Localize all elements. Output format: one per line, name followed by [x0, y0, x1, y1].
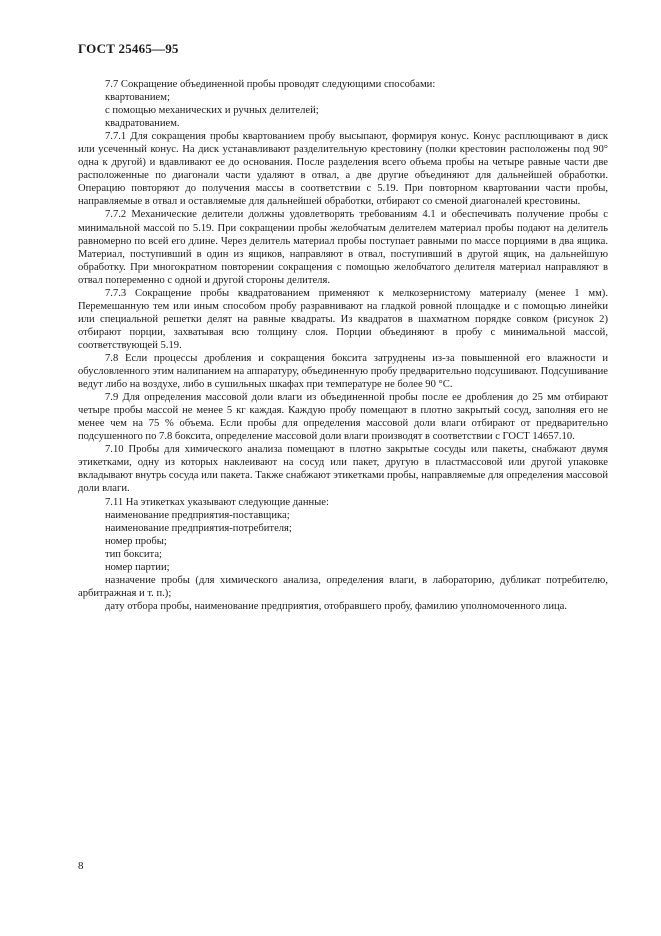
list-item: квадратованием.	[105, 118, 180, 130]
list-item: номер пробы;	[105, 535, 167, 547]
page-number: 8	[78, 860, 84, 872]
paragraph-7-7-1: 7.7.1 Для сокращения пробы квартованием пробу высыпают, формируя конус. Конус расплющивают в диск или усеченный конус. На диск устанавливают разделительную крестовину (полки крестовин расположены под 90° одна к другой) и вдавливают ее до основания. После разделения всего объема пробы на четыре равные части две расположенные по диагонали части удаляют в отвал, а две другие объединяют для дальнейшей обработки. Операцию повторяют до получения массы в соответствии с 5.19. При повторном квартовании части пробы, направляемые в отвал и оставляемые для дальнейшей обработки, отбирают со сменой диагоналей крестовины.	[78, 131, 608, 208]
list-item: номер партии;	[105, 561, 170, 573]
paragraph-7-7-2: 7.7.2 Механические делители должны удовлетворять требованиям 4.1 и обеспечивать получение пробы с минимальной массой по 5.19. При сокращении пробы желобчатым делителем материал пробы подают на делитель равномерно по всей его длине. Через делитель материал пробы поступает равными по массе порциями в два ящика. Материал, поступивший в один из ящиков, направляют в отвал, поступивший в другой ящик, на дальнейшую обработку. При многократном повторении сокращения с помощью желобчатого делителя материал направляют в отвал попеременно с одной и другой стороны делителя.	[78, 209, 608, 286]
paragraph-7-11: 7.11 На этикетках указывают следующие данные:	[105, 496, 329, 508]
list-item: назначение пробы (для химического анализа, определения влаги, в лабораторию, дубликат потребителю, арбитражная и т. п.);	[78, 574, 608, 599]
document-body	[78, 78, 608, 613]
list-item: наименование предприятия-потребителя;	[105, 522, 292, 534]
paragraph-7-9: 7.9 Для определения массовой доли влаги из объединенной пробы после ее дробления до 25 мм отбирают четыре пробы массой не менее 5 кг каждая. Каждую пробу помещают в плотно закрытый сосуд, заполняя его не менее чем на 75 % объема. Если пробы для определения массовой доли влаги отбирают от предварительно подсушенного по 7.8 боксита, определение массовой доли влаги производят в соответствии с ГОСТ 14657.10.	[78, 392, 608, 443]
paragraph-7-7: 7.7 Сокращение объединенной пробы проводят следующими способами:	[105, 79, 436, 90]
document-header: ГОСТ 25465—95	[78, 41, 179, 56]
paragraph-7-7-3: 7.7.3 Сокращение пробы квадратованием применяют к мелкозернистому материалу (менее 1 мм). Перемешанную тем или иным способом пробу разравнивают на гладкой ровной площадке и с помощью линейки или специальной решетки делят на равные квадраты. Из квадратов в шахматном порядке совком (рисунок 2) отбирают порции, захватывая всю толщину слоя. Порции объединяют в пробу с минимальной массой, соответствующей 5.19.	[78, 287, 608, 351]
list-item: квартованием;	[105, 92, 170, 104]
list-item: дату отбора пробы, наименование предприятия, отобравшего пробу, фамилию уполномоченного лица.	[105, 600, 568, 612]
list-item: наименование предприятия-поставщика;	[105, 509, 290, 521]
paragraph-7-10: 7.10 Пробы для химического анализа помещают в плотно закрытые сосуды или пакеты, снабжают двумя этикетками, одну из которых наклеивают на сосуд или пакет, другую в пластмассовой или другой упаковке вкладывают внутрь сосуда или пакета. Также снабжают этикетками пробы, направляемые для определения массовой доли влаги.	[78, 444, 608, 495]
paragraph-7-8: 7.8 Если процессы дробления и сокращения боксита затруднены из-за повышенной его влажности и обусловленного этим налипанием на аппаратуру, объединенную пробу предварительно подсушивают. Подсушивание ведут либо на воздухе, либо в сушильных шкафах при температуре не более 90 °С.	[78, 352, 608, 391]
list-item: с помощью механических и ручных делителей;	[105, 105, 319, 117]
list-item: тип боксита;	[105, 548, 162, 560]
